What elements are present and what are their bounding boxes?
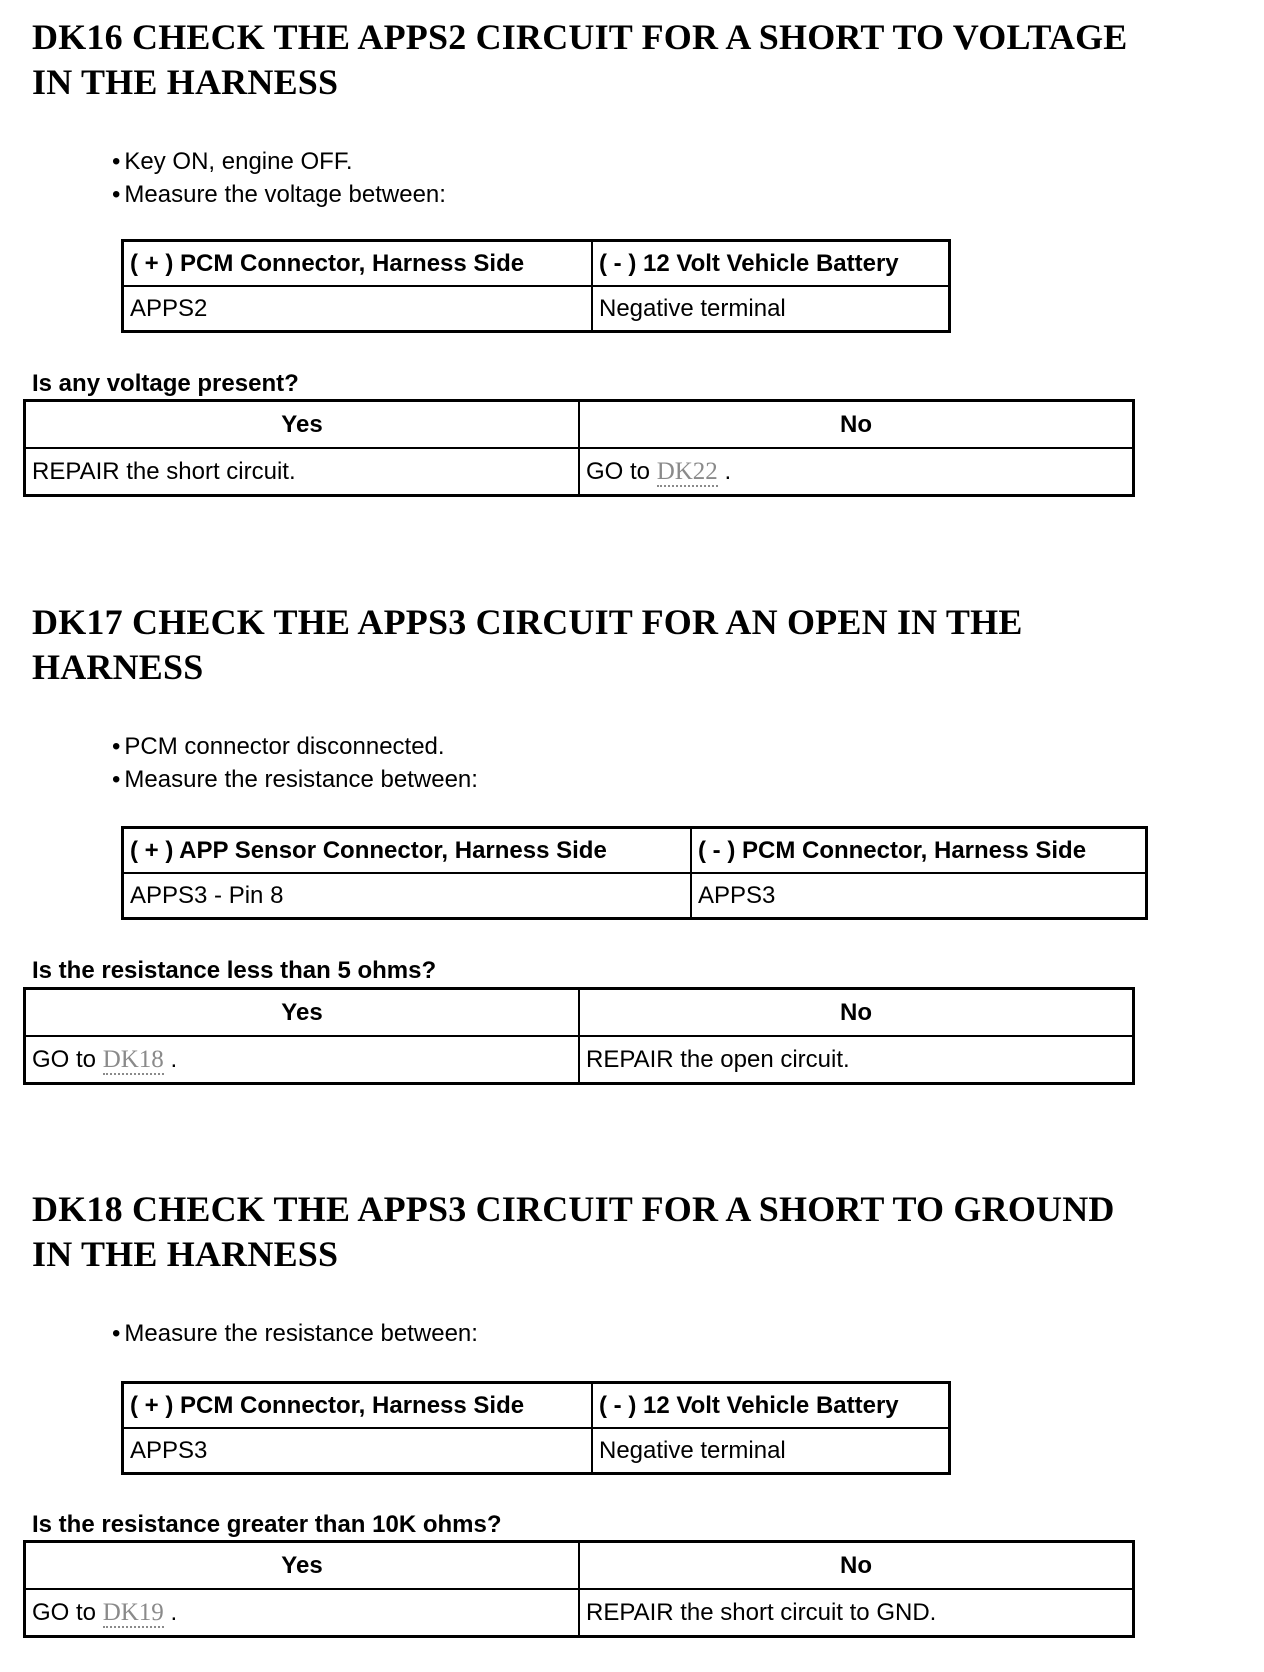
yes-header: Yes — [25, 1542, 580, 1590]
no-header: No — [579, 401, 1134, 449]
yes-header: Yes — [25, 401, 580, 449]
no-action: GO to DK22 . — [579, 448, 1134, 496]
instruction-item: • Measure the resistance between: — [112, 763, 478, 796]
instruction-item: • Key ON, engine OFF. — [112, 145, 446, 178]
yes-action: GO to DK18 . — [25, 1036, 580, 1084]
positive-lead-header: ( + ) PCM Connector, Harness Side — [123, 1383, 593, 1429]
measurement-table — [121, 1381, 951, 1475]
instruction-item: • Measure the resistance between: — [112, 1317, 478, 1350]
question: Is the resistance less than 5 ohms? — [32, 957, 437, 984]
positive-lead-value: APPS2 — [123, 286, 593, 332]
positive-lead-header: ( + ) APP Sensor Connector, Harness Side — [123, 828, 692, 874]
negative-lead-value: APPS3 — [691, 873, 1147, 919]
positive-lead-value: APPS3 — [123, 1428, 593, 1474]
measurement-table — [121, 826, 1148, 920]
measurement-table — [121, 239, 951, 333]
instruction-item: • Measure the voltage between: — [112, 178, 446, 211]
decision-table — [23, 399, 1135, 497]
no-header: No — [579, 1542, 1134, 1590]
negative-lead-value: Negative terminal — [592, 1428, 950, 1474]
link-dk19[interactable]: DK19 — [102, 1598, 164, 1626]
step-title: DK18 CHECK THE APPS3 CIRCUIT FOR A SHORT TO GROUND IN THE HARNESS — [32, 1189, 1115, 1274]
instruction-list — [112, 1317, 478, 1350]
instruction-item: • PCM connector disconnected. — [112, 730, 478, 763]
yes-action: REPAIR the short circuit. — [25, 448, 580, 496]
decision-table — [23, 987, 1135, 1085]
question: Is any voltage present? — [32, 370, 299, 397]
yes-action: GO to DK19 . — [25, 1589, 580, 1637]
link-dk22[interactable]: DK22 — [656, 457, 718, 485]
link-dk18[interactable]: DK18 — [102, 1045, 164, 1073]
no-action: REPAIR the open circuit. — [579, 1036, 1134, 1084]
instruction-list — [112, 145, 446, 211]
negative-lead-header: ( - ) 12 Volt Vehicle Battery — [592, 241, 950, 287]
positive-lead-value: APPS3 - Pin 8 — [123, 873, 692, 919]
no-action: REPAIR the short circuit to GND. — [579, 1589, 1134, 1637]
positive-lead-header: ( + ) PCM Connector, Harness Side — [123, 241, 593, 287]
step-title: DK17 CHECK THE APPS3 CIRCUIT FOR AN OPEN IN THE HARNESS — [32, 602, 1023, 687]
negative-lead-header: ( - ) 12 Volt Vehicle Battery — [592, 1383, 950, 1429]
negative-lead-header: ( - ) PCM Connector, Harness Side — [691, 828, 1147, 874]
question: Is the resistance greater than 10K ohms? — [32, 1511, 502, 1538]
instruction-list — [112, 730, 478, 796]
step-title: DK16 CHECK THE APPS2 CIRCUIT FOR A SHORT TO VOLTAGE IN THE HARNESS — [32, 17, 1128, 102]
yes-header: Yes — [25, 989, 580, 1037]
negative-lead-value: Negative terminal — [592, 286, 950, 332]
decision-table — [23, 1540, 1135, 1638]
no-header: No — [579, 989, 1134, 1037]
